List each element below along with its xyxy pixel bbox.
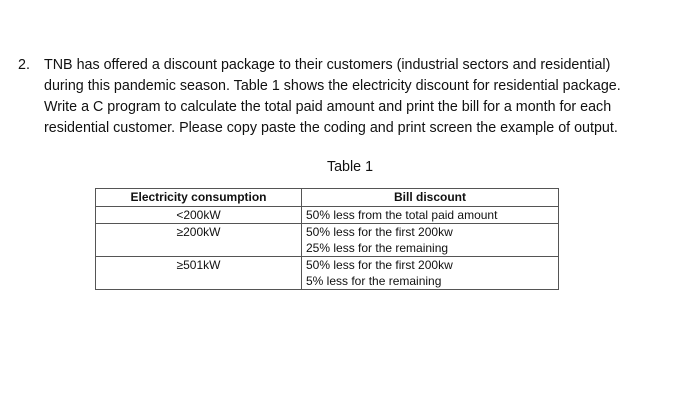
table-caption: Table 1: [326, 159, 374, 175]
table-header-row: [96, 189, 559, 207]
question-line: residential customer. Please copy paste the coding and print screen the example of output.: [44, 120, 618, 136]
discount-line: 25% less for the remaining: [306, 241, 449, 255]
discount-line: 50% less for the first 200kw: [306, 258, 453, 272]
discount-line: 50% less from the total paid amount: [306, 208, 498, 222]
question-line: TNB has offered a discount package to their customers (industrial sectors and residential): [44, 57, 611, 73]
question-text: [44, 55, 684, 139]
discount-line: 5% less for the remaining: [306, 274, 442, 288]
consumption-cell: ≥200kW: [96, 224, 302, 257]
header-bill-discount: Bill discount: [302, 189, 559, 207]
table-row: [96, 207, 559, 224]
header-electricity-consumption: Electricity consumption: [96, 189, 302, 207]
question-line: Write a C program to calculate the total paid amount and print the bill for a month for each: [44, 99, 612, 115]
table-row: [96, 224, 559, 257]
discount-line: 50% less for the first 200kw: [306, 225, 453, 239]
question-number: 2.: [18, 57, 30, 73]
discount-cell: [302, 257, 559, 290]
discount-cell: [302, 207, 559, 224]
discount-cell: [302, 224, 559, 257]
table-row: [96, 257, 559, 290]
consumption-cell: <200kW: [96, 207, 302, 224]
question-line: during this pandemic season. Table 1 shows the electricity discount for residential package.: [44, 78, 621, 94]
discount-table: [95, 188, 559, 290]
consumption-cell: ≥501kW: [96, 257, 302, 290]
